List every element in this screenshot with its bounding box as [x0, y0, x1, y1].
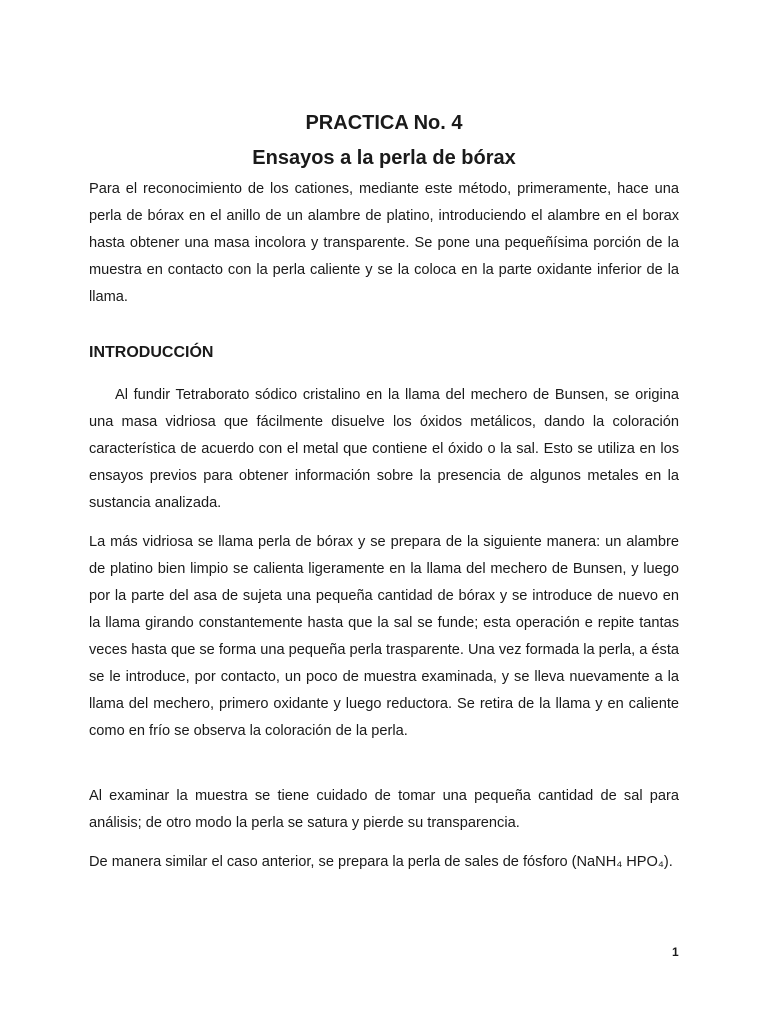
document-title: PRACTICA No. 4	[305, 112, 463, 134]
body-paragraph: La más vidriosa se llama perla de bórax y se prepara de la siguiente manera: un alambre de platino bien limpio se calienta ligeramente en la llama del mechero de Bunsen, y luego por la parte del asa de sujeta una pequeña cantidad de bórax y se introduce de nuevo en la llama girando constantemente hasta que la sal se funde; esta operación e repite tantas veces hasta que se forma una pequeña perla trasparente. Una vez formada la perla, a ésta se le introduce, por contacto, un poco de muestra examinada, y se lleva nuevamente a la llama del mechero, primero oxidante y luego reductora. Se retira de la llama y en caliente como en frío se observa la coloración de la perla.	[89, 534, 679, 739]
section-heading: INTRODUCCIÓN	[89, 344, 214, 361]
intro-paragraph: Para el reconocimiento de los cationes, mediante este método, primeramente, hace una perla de bórax en el anillo de un alambre de platino, introduciendo el alambre en el borax hasta obtener una masa incolora y transparente. Se pone una pequeñísima porción de la muestra en contacto con la perla caliente y se la coloca en la parte oxidante inferior de la llama.	[89, 181, 679, 305]
page-number: 1	[672, 945, 679, 959]
document-subtitle: Ensayos a la perla de bórax	[252, 147, 516, 169]
body-paragraph: Al examinar la muestra se tiene cuidado de tomar una pequeña cantidad de sal para análisis; de otro modo la perla se satura y pierde su transparencia.	[89, 788, 679, 831]
body-paragraph: De manera similar el caso anterior, se prepara la perla de sales de fósforo (NaNH₄ HPO₄).	[89, 854, 673, 870]
body-paragraph: Al fundir Tetraborato sódico cristalino en la llama del mechero de Bunsen, se origina una masa vidriosa que fácilmente disuelve los óxidos metálicos, dando la coloración característica de acuerdo con el metal que contiene el óxido o la sal. Esto se utiliza en los ensayos previos para obtener información sobre la presencia de algunos metales en la sustancia analizada.	[89, 387, 679, 511]
